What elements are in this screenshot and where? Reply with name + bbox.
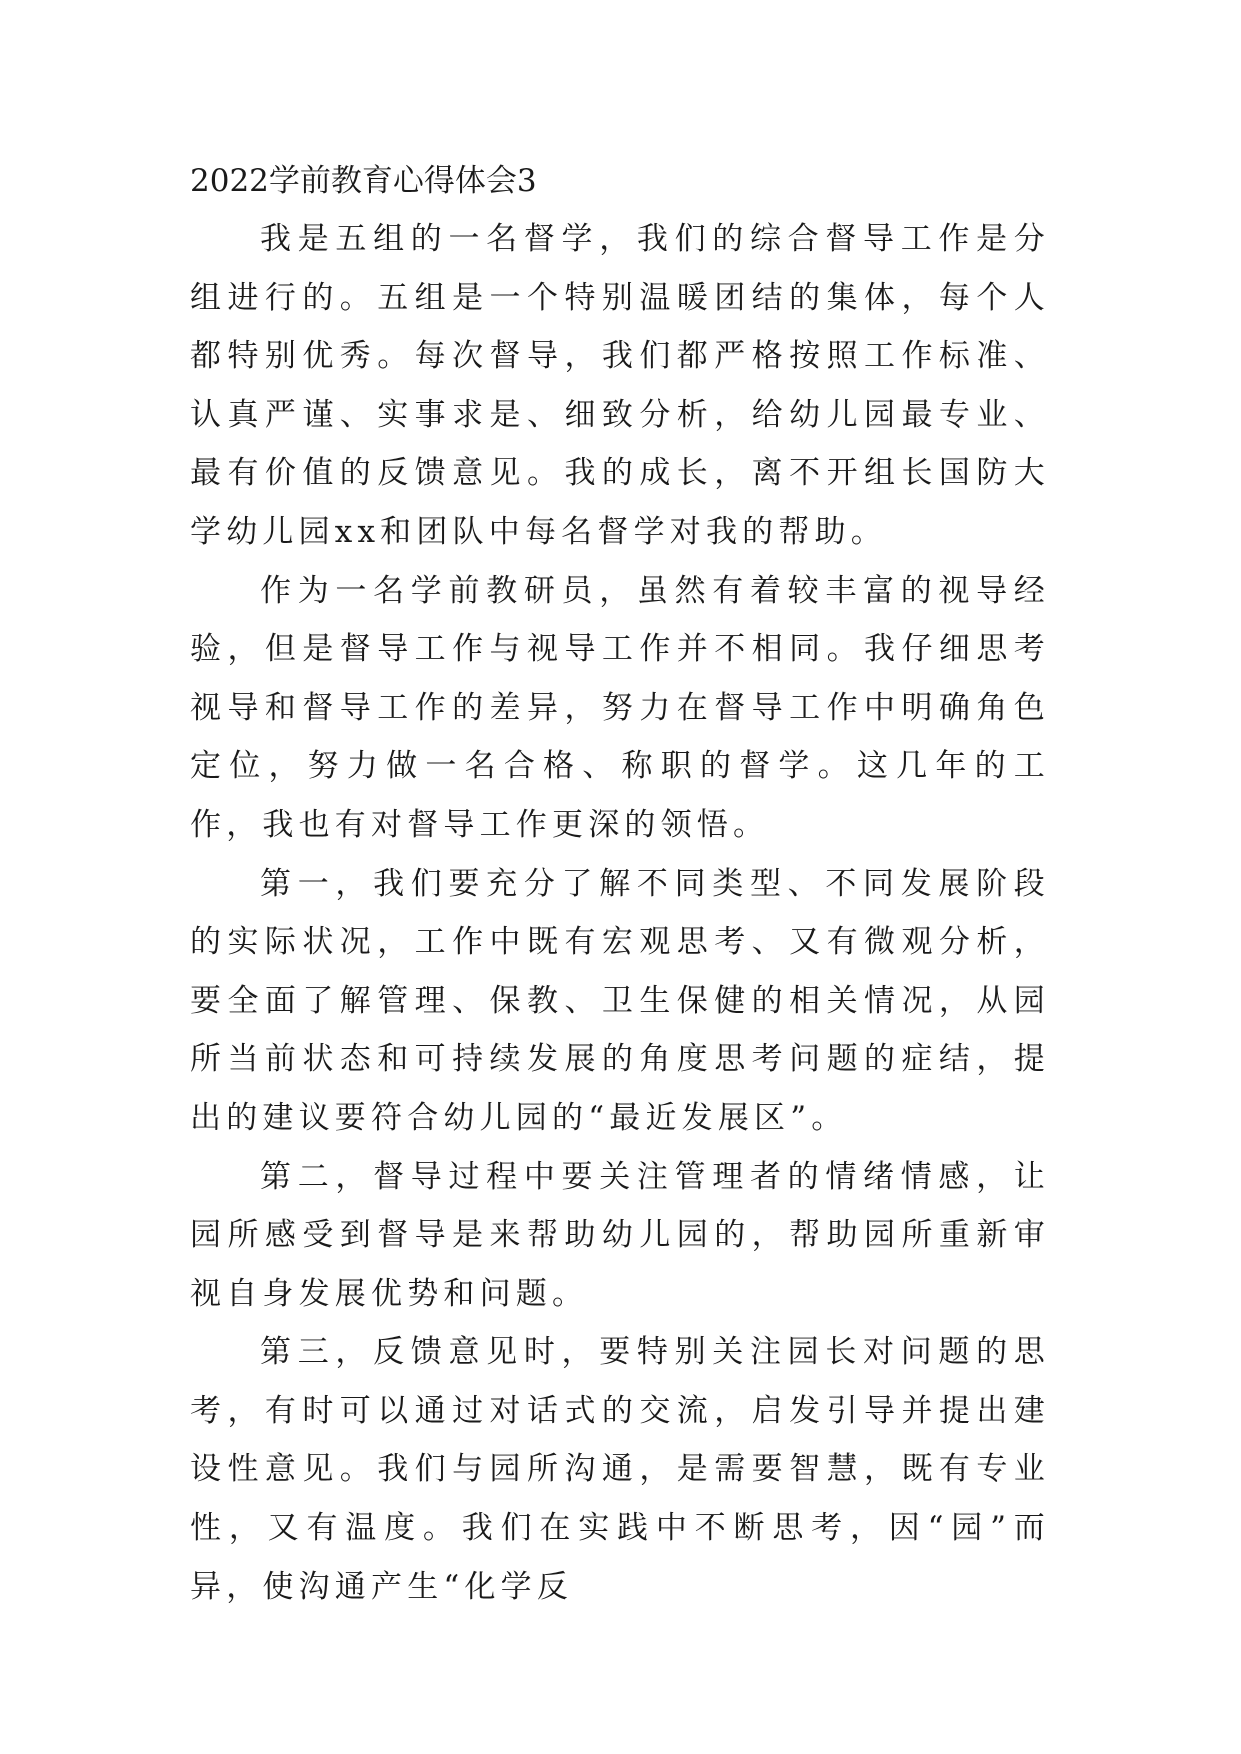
paragraph-1: 我是五组的一名督学，我们的综合督导工作是分组进行的。五组是一个特别温暖团结的集体，每个人都特别优秀。每次督导，我们都严格按照工作标准、认真严谨、实事求是、细致分析，给幼儿园最专业、最有价值的反馈意见。我的成长，离不开组长国防大学幼儿园xx和团队中每名督学对我的帮助。 (190, 221, 1050, 550)
paragraph-4: 第二，督导过程中要关注管理者的情绪情感，让园所感受到督导是来帮助幼儿园的，帮助园所重新审视自身发展优势和问题。 (190, 1158, 1050, 1312)
paragraph-2: 作为一名学前教研员，虽然有着较丰富的视导经验，但是督导工作与视导工作并不相同。我仔细思考视导和督导工作的差异，努力在督导工作中明确角色定位，努力做一名合格、称职的督学。这几年的工作，我也有对督导工作更深的领悟。 (190, 572, 1050, 843)
paragraph-5: 第三，反馈意见时，要特别关注园长对问题的思考，有时可以通过对话式的交流，启发引导并提出建设性意见。我们与园所沟通，是需要智慧，既有专业性，又有温度。我们在实践中不断思考，因“园”而异，使沟通产生“化学反 (190, 1334, 1050, 1605)
paragraph-3: 第一，我们要充分了解不同类型、不同发展阶段的实际状况，工作中既有宏观思考、又有微观分析，要全面了解管理、保教、卫生保健的相关情况，从园所当前状态和可持续发展的角度思考问题的症结，提出的建议要符合幼儿园的“最近发展区”。 (190, 865, 1050, 1136)
document-title: 2022学前教育心得体会3 (190, 163, 537, 199)
document-page (190, 152, 1050, 1616)
